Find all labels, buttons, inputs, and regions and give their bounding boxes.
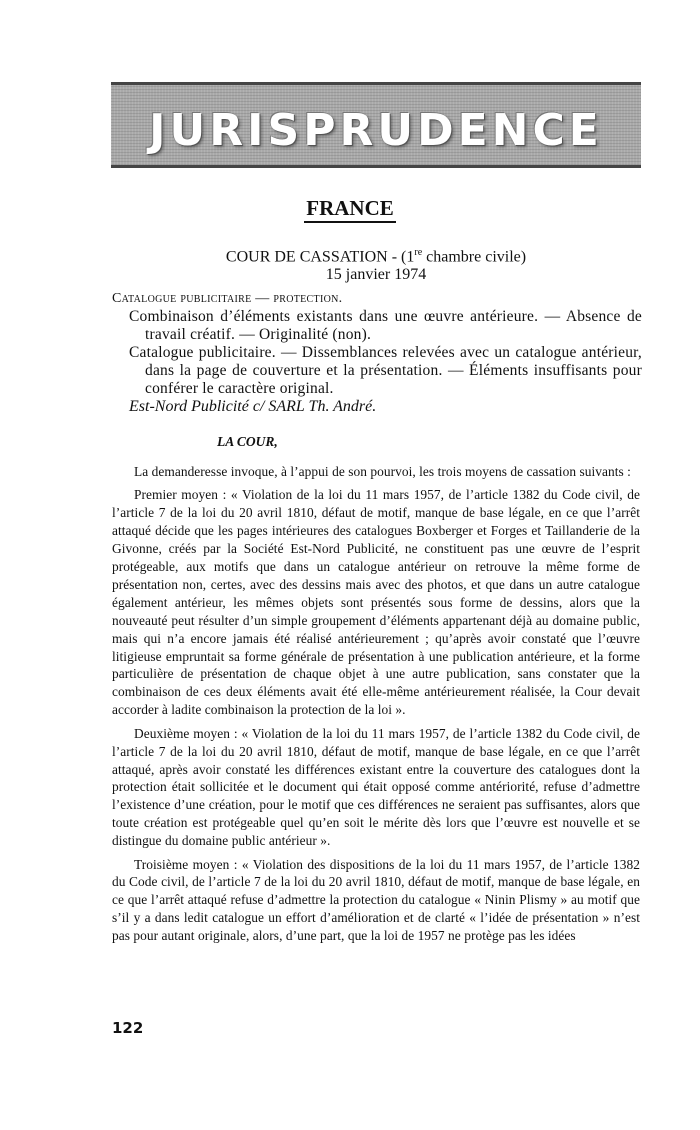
paragraph: Troisième moyen : « Violation des dispositions de la loi du 11 mars 1957, de l’article 1382 du Code civil, de l’article 7 de la loi du 20 avril 1810, défaut de motif, manque de base légale, en ce que l’arrêt attaqué refuse d’admettre la protection du catalogue « Ninin Plismy » au motif que s’il y a dans ledit catalogue un effort d’amélioration et de clarté « l’idée de présentation » n’est pas pour autant originale, alors, d’une part, que la loi de 1957 ne protège pas les idées bbox=[112, 856, 640, 944]
court-name bbox=[112, 244, 640, 266]
parties: Est-Nord Publicité c/ SARL Th. André. bbox=[129, 398, 377, 415]
jurisprudence-banner bbox=[111, 82, 641, 168]
la-cour-heading: LA COUR, bbox=[217, 434, 278, 449]
country-label: FRANCE bbox=[304, 196, 396, 223]
summary-point-1: Combinaison d’éléments existants dans une œuvre antérieure. — Absence de travail créatif. — Originalité (non). bbox=[129, 308, 642, 343]
court-name-sup: re bbox=[414, 247, 423, 258]
court-name-suffix: chambre civile) bbox=[422, 248, 527, 266]
court-block bbox=[112, 244, 640, 284]
section-title: JURISPRUDENCE bbox=[149, 104, 603, 156]
judgment-body bbox=[112, 463, 640, 951]
paragraph: Premier moyen : « Violation de la loi du 11 mars 1957, de l’article 1382 du Code civil, de l’article 7 de la loi du 20 avril 1810, défaut de motif, manque de base légale, en ce que l’arrêt attaqué décide que les pages intérieures des catalogues Boxberger et Forges et Taillanderie de la Givonne, créés par la Société Est-Nord Publicité, ne constituent pas une œuvre de l’esprit protégeable, aux motifs que dans un catalogue antérieur on retrouve la même forme de présentation non, certes, avec des dessins mais avec des photos, et que dans un autre catalogue également antérieur, les mêmes objets sont présentés sous forme de dessins, alors que la nouveauté peut résulter d’un simple groupement d’éléments appartenant déjà au domaine public, mais qui n’a encore jamais été réalisé antérieurement ; qu’après avoir constaté que l’œuvre litigieuse empruntait sa forme générale de présentation à une publication antérieure, et la forme particulière de présentation de chaque objet à une autre publication, sans constater que la combinaison de ces deux éléments avait été elle-même antérieurement réalisée, la Cour devait accorder à ladite combinaison la protection de la loi ». bbox=[112, 487, 640, 718]
paragraph: Deuxième moyen : « Violation de la loi du 11 mars 1957, de l’article 1382 du Code civil, de l’article 7 de la loi du 20 avril 1810, défaut de motif, manque de base légale, en ce que l’arrêt attaqué, après avoir constaté les différences existant entre la couverture des catalogues dont la protection était sollicitée et le document qui était opposé comme antériorité, refuse d’admettre l’existence d’une création, pour le motif que ces différences ne seraient pas suffisantes, alors que toute création est protégeable quel qu’en soit le mérite dès lors que l’œuvre est nouvelle et se distingue du domaine public antérieur ». bbox=[112, 725, 640, 849]
court-name-prefix: COUR DE CASSATION - (1 bbox=[225, 248, 415, 266]
country-heading bbox=[0, 196, 700, 221]
summary-heading: Catalogue publicitaire — protection. bbox=[112, 291, 343, 306]
case-summary bbox=[112, 290, 642, 416]
paragraph: La demanderesse invoque, à l’appui de son pourvoi, les trois moyens de cassation suivants : bbox=[134, 464, 631, 479]
page-number: 122 bbox=[112, 1019, 144, 1037]
decision-date: 15 janvier 1974 bbox=[325, 266, 427, 284]
summary-point-2: Catalogue publicitaire. — Dissemblances relevées avec un catalogue antérieur, dans la page de couverture et la présentation. — Éléments insuffisants pour conférer le caractère original. bbox=[129, 344, 642, 397]
